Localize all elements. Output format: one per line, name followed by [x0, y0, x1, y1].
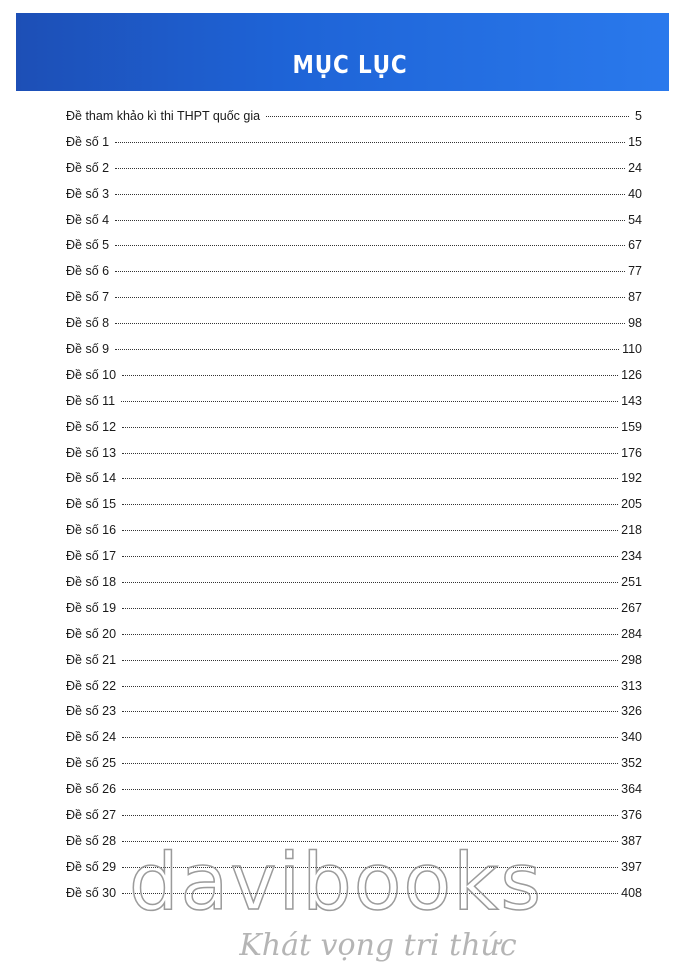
toc-entry-page-number: 340: [621, 730, 642, 745]
toc-entry[interactable]: [66, 469, 642, 495]
dot-leader: [122, 660, 618, 661]
toc-entry-title: Đề số 12: [66, 419, 117, 434]
toc-entry-title: Đề số 25: [66, 756, 117, 771]
page-title: MỤC LỤC: [292, 50, 408, 79]
toc-entry-title: Đề số 6: [66, 264, 110, 279]
toc-entry-page-number: 251: [621, 575, 642, 590]
dot-leader: [115, 142, 625, 143]
toc-entry-title: Đề số 20: [66, 626, 117, 641]
toc-entry[interactable]: [66, 651, 642, 677]
dot-leader: [122, 711, 618, 712]
toc-entry[interactable]: [66, 858, 642, 884]
dot-leader: [122, 789, 618, 790]
toc-entry-title: Đề số 9: [66, 342, 110, 357]
toc-entry[interactable]: [66, 702, 642, 728]
toc-entry-title: Đề số 10: [66, 367, 117, 382]
toc-entry[interactable]: [66, 314, 642, 340]
toc-entry[interactable]: [66, 521, 642, 547]
toc-entry[interactable]: [66, 262, 642, 288]
toc-entry-page-number: 24: [628, 160, 642, 175]
toc-entry-page-number: 364: [621, 782, 642, 797]
toc-entry-page-number: 376: [621, 808, 642, 823]
toc-entry[interactable]: [66, 780, 642, 806]
toc-entry-page-number: 15: [628, 134, 642, 149]
toc-entry-page-number: 5: [635, 109, 642, 123]
toc-entry[interactable]: [66, 288, 642, 314]
toc-entry-page-number: 176: [621, 445, 642, 460]
toc-entry-page-number: 54: [628, 212, 642, 227]
toc-entry-title: Đề số 1: [66, 134, 110, 149]
toc-entry[interactable]: [66, 495, 642, 521]
toc-entry-page-number: 110: [622, 342, 642, 357]
toc-entry-title: Đề số 23: [66, 704, 117, 719]
toc-entry-title: Đề số 17: [66, 549, 117, 564]
toc-entry-title: Đề tham khảo kì thi THPT quốc gia: [66, 109, 261, 123]
dot-leader: [122, 737, 618, 738]
toc-entry-page-number: 143: [621, 393, 642, 408]
toc-entry-page-number: 192: [621, 471, 642, 486]
toc-entry-page-number: 218: [621, 523, 642, 538]
dot-leader: [122, 763, 618, 764]
dot-leader: [122, 478, 618, 479]
dot-leader: [122, 815, 618, 816]
toc-entry[interactable]: [66, 159, 642, 185]
dot-leader: [122, 556, 618, 557]
toc-entry[interactable]: [66, 211, 642, 237]
toc-entry-title: Đề số 3: [66, 186, 110, 201]
toc-entry[interactable]: [66, 728, 642, 754]
toc-entry-title: Đề số 24: [66, 730, 117, 745]
dot-leader: [122, 582, 618, 583]
dot-leader: [266, 116, 629, 117]
toc-entry[interactable]: [66, 392, 642, 418]
dot-leader: [122, 427, 618, 428]
toc-entry-title: Đề số 27: [66, 808, 117, 823]
toc-entry-page-number: 397: [621, 859, 642, 874]
dot-leader: [122, 608, 618, 609]
toc-entry-page-number: 40: [628, 186, 642, 201]
toc-entry[interactable]: [66, 185, 642, 211]
toc-entry-page-number: 159: [621, 419, 642, 434]
dot-leader: [115, 349, 619, 350]
toc-entry-page-number: 326: [621, 704, 642, 719]
toc-entry-title: Đề số 2: [66, 160, 110, 175]
dot-leader: [122, 375, 618, 376]
toc-entry[interactable]: [66, 573, 642, 599]
toc-entry-title: Đề số 19: [66, 600, 117, 615]
toc-entry-page-number: 77: [628, 264, 642, 279]
dot-leader: [122, 867, 618, 868]
toc-entry[interactable]: [66, 677, 642, 703]
toc-entry-title: Đề số 16: [66, 523, 117, 538]
table-of-contents: [66, 107, 642, 910]
dot-leader: [122, 453, 618, 454]
toc-entry-page-number: 267: [621, 600, 642, 615]
toc-entry-title: Đề số 30: [66, 885, 117, 900]
toc-entry-page-number: 298: [621, 652, 642, 667]
dot-leader: [115, 297, 625, 298]
toc-entry-page-number: 284: [621, 626, 642, 641]
toc-entry-page-number: 408: [621, 885, 642, 900]
dot-leader: [115, 323, 625, 324]
toc-entry[interactable]: [66, 418, 642, 444]
toc-entry-title: Đề số 14: [66, 471, 117, 486]
toc-entry-title: Đề số 29: [66, 859, 117, 874]
dot-leader: [115, 271, 625, 272]
toc-entry[interactable]: [66, 366, 642, 392]
toc-entry[interactable]: [66, 236, 642, 262]
toc-entry-title: Đề số 11: [66, 393, 116, 408]
toc-entry[interactable]: [66, 884, 642, 910]
toc-entry-page-number: 387: [621, 833, 642, 848]
toc-entry[interactable]: [66, 340, 642, 366]
toc-entry-title: Đề số 8: [66, 316, 110, 331]
toc-entry[interactable]: [66, 444, 642, 470]
toc-entry-title: Đề số 21: [66, 652, 117, 667]
dot-leader: [122, 686, 618, 687]
toc-entry-page-number: 87: [628, 290, 642, 305]
dot-leader: [122, 893, 618, 894]
toc-entry-page-number: 313: [621, 678, 642, 693]
dot-leader: [122, 504, 618, 505]
toc-entry-page-number: 234: [621, 549, 642, 564]
toc-entry-title: Đề số 7: [66, 290, 110, 305]
toc-entry-title: Đề số 26: [66, 782, 117, 797]
dot-leader: [122, 530, 618, 531]
toc-entry-page-number: 352: [621, 756, 642, 771]
dot-leader: [115, 245, 625, 246]
toc-entry[interactable]: [66, 133, 642, 159]
dot-leader: [115, 220, 625, 221]
dot-leader: [115, 194, 625, 195]
toc-entry-page-number: 98: [628, 316, 642, 331]
toc-entry-title: Đề số 5: [66, 238, 110, 253]
toc-entry-title: Đề số 4: [66, 212, 110, 227]
toc-entry-title: Đề số 22: [66, 678, 117, 693]
toc-entry-title: Đề số 15: [66, 497, 117, 512]
toc-entry[interactable]: [66, 806, 642, 832]
watermark-slogan: Khát vọng tri thức: [239, 928, 517, 963]
toc-entry[interactable]: [66, 599, 642, 625]
dot-leader: [122, 841, 618, 842]
toc-entry-page-number: 205: [621, 497, 642, 512]
dot-leader: [121, 401, 618, 402]
toc-entry-title: Đề số 13: [66, 445, 117, 460]
toc-entry[interactable]: [66, 754, 642, 780]
toc-entry-title: Đề số 28: [66, 833, 117, 848]
toc-entry[interactable]: [66, 107, 642, 133]
dot-leader: [115, 168, 625, 169]
toc-entry[interactable]: [66, 832, 642, 858]
toc-entry-page-number: 67: [628, 238, 642, 253]
toc-entry[interactable]: [66, 625, 642, 651]
toc-entry-page-number: 126: [621, 367, 642, 382]
watermark-brand: davibooks: [129, 838, 543, 928]
toc-entry[interactable]: [66, 547, 642, 573]
toc-entry-title: Đề số 18: [66, 575, 117, 590]
dot-leader: [122, 634, 618, 635]
